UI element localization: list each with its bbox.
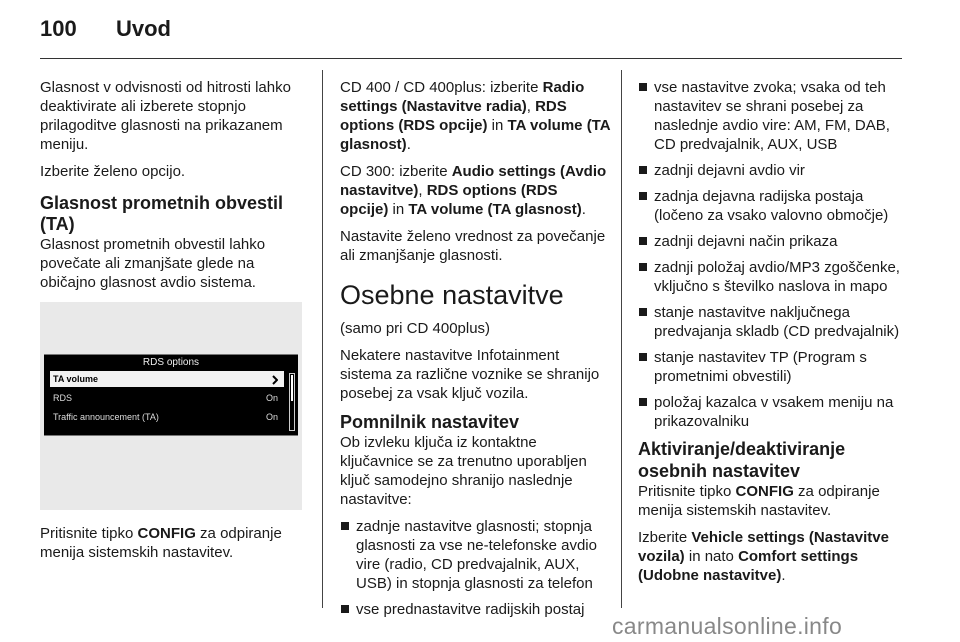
paragraph: Glasnost prometnih obvestil lahko povečate ali zmanjšate glede na običajno glasnost avdio sistema. bbox=[40, 236, 266, 291]
menu-row-traffic-announcement bbox=[50, 409, 284, 425]
list-item: zadnje nastavitve glasnosti; stopnja glasnosti za vse ne-telefonske avdio vire (radio, CD predvajalnik, AUX, USB) in stopnja glasnosti za telefon bbox=[340, 517, 610, 593]
list-item: zadnja dejavna radijska postaja (ločeno za vsako valovno območje) bbox=[638, 187, 906, 225]
display-title: RDS options bbox=[142, 357, 200, 368]
watermark: carmanualsonline.info bbox=[612, 613, 843, 639]
text: in bbox=[487, 117, 508, 134]
menu-row-rds bbox=[50, 390, 284, 406]
list-item: vse prednastavitve radijskih postaj bbox=[340, 600, 610, 619]
menu-label: Comfort settings (Udobne nastavitve) bbox=[638, 548, 859, 584]
text: za odpiranje menija sistemskih nastavitev. bbox=[638, 483, 880, 519]
menu-label: Radio settings (Nastavitve radia) bbox=[340, 79, 585, 115]
menu-row-label: RDS bbox=[53, 393, 73, 403]
menu-row-value: On bbox=[265, 412, 278, 422]
key-label: CONFIG bbox=[137, 525, 196, 542]
heading-personal-settings: Osebne nastavitve bbox=[340, 280, 564, 310]
paragraph bbox=[638, 482, 906, 520]
text: . bbox=[581, 201, 586, 218]
menu-label: RDS options (RDS opcije) bbox=[340, 98, 567, 134]
list-item: zadnji položaj avdio/MP3 zgoščenke, vključno s številko naslova in mapo bbox=[638, 258, 906, 296]
page-number: 100 bbox=[40, 16, 77, 41]
text: . bbox=[406, 136, 411, 153]
list-item: položaj kazalca v vsakem meniju na prikazovalniku bbox=[638, 393, 906, 431]
paragraph: (samo pri CD 400plus) bbox=[340, 320, 491, 337]
paragraph bbox=[340, 162, 610, 219]
text: in nato bbox=[684, 548, 739, 565]
paragraph bbox=[40, 524, 308, 562]
column-divider-2 bbox=[621, 70, 622, 608]
paragraph bbox=[340, 78, 610, 154]
menu-label: Vehicle settings (Nastavitve vozila) bbox=[638, 529, 889, 565]
menu-label: TA volume (TA glasnost) bbox=[340, 117, 611, 153]
bullet-list bbox=[340, 517, 610, 619]
paragraph: Glasnost v odvisnosti od hitrosti lahko deaktivirate ali izberete stopnjo prilagoditve glasnosti na prikazanem meniju. bbox=[40, 79, 291, 153]
list-item: zadnji dejavni način prikaza bbox=[638, 232, 906, 251]
heading-settings-memory: Pomnilnik nastavitev bbox=[340, 412, 520, 432]
key-label: CONFIG bbox=[735, 483, 794, 500]
column-2 bbox=[340, 78, 610, 626]
text: Pritisnite tipko bbox=[40, 525, 138, 542]
menu-label: TA volume (TA glasnost) bbox=[408, 201, 582, 218]
header-rule bbox=[40, 58, 902, 59]
page-header bbox=[40, 16, 171, 48]
bullet-list bbox=[638, 78, 906, 431]
text: . bbox=[781, 567, 786, 584]
list-item: stanje nastavitev TP (Program s prometnimi obvestili) bbox=[638, 348, 906, 386]
text: Izberite bbox=[638, 529, 692, 546]
rds-options-screenshot bbox=[40, 302, 302, 510]
list-item: vse nastavitve zvoka; vsaka od teh nastavitev se shrani posebej za naslednje avdio vire: AM, FM, DAB, CD predvajalnik, AUX, USB bbox=[638, 78, 906, 154]
menu-row-label: TA volume bbox=[53, 374, 99, 384]
text: Pritisnite tipko bbox=[638, 483, 736, 500]
text: , bbox=[418, 182, 427, 199]
menu-row-label: Traffic announcement (TA) bbox=[53, 412, 159, 422]
paragraph: Izberite želeno opcijo. bbox=[40, 163, 186, 180]
display-panel bbox=[44, 354, 298, 436]
paragraph: Ob izvleku ključa iz kontaktne ključavnice se za trenutno uporabljen ključ samodejno shranijo naslednje nastavitve: bbox=[340, 434, 587, 508]
scrollbar-thumb bbox=[291, 375, 293, 401]
menu-label: Audio settings (Avdio nastavitve) bbox=[340, 163, 607, 199]
text: CD 300: izberite bbox=[340, 163, 452, 180]
column-divider-1 bbox=[322, 70, 323, 608]
column-1 bbox=[40, 78, 308, 570]
heading-ta-volume: Glasnost prometnih obvestil (TA) bbox=[40, 193, 284, 234]
text: za odpiranje menija sistemskih nastavitev. bbox=[40, 525, 282, 561]
menu-row-ta-volume bbox=[50, 371, 284, 387]
paragraph: Nastavite želeno vrednost za povečanje ali zmanjšanje glasnosti. bbox=[340, 228, 606, 264]
column-3 bbox=[638, 78, 906, 593]
menu-label: RDS options (RDS opcije) bbox=[340, 182, 558, 218]
paragraph bbox=[638, 528, 906, 585]
text: CD 400 / CD 400plus: izberite bbox=[340, 79, 543, 96]
text: , bbox=[526, 98, 536, 115]
text: in bbox=[388, 201, 409, 218]
list-item: zadnji dejavni avdio vir bbox=[638, 161, 906, 180]
paragraph: Nekatere nastavitve Infotainment sistema za različne voznike se shranijo posebej za vsak ključ vozila. bbox=[340, 347, 600, 402]
scrollbar bbox=[289, 373, 295, 431]
menu-row-value: On bbox=[265, 393, 278, 403]
chevron-right-icon bbox=[272, 371, 278, 387]
section-title: Uvod bbox=[116, 16, 171, 41]
list-item: stanje nastavitve naključnega predvajanja skladb (CD predvajalnik) bbox=[638, 303, 906, 341]
heading-activate-personal-settings: Aktiviranje/deaktiviranje osebnih nastavitev bbox=[638, 439, 846, 481]
